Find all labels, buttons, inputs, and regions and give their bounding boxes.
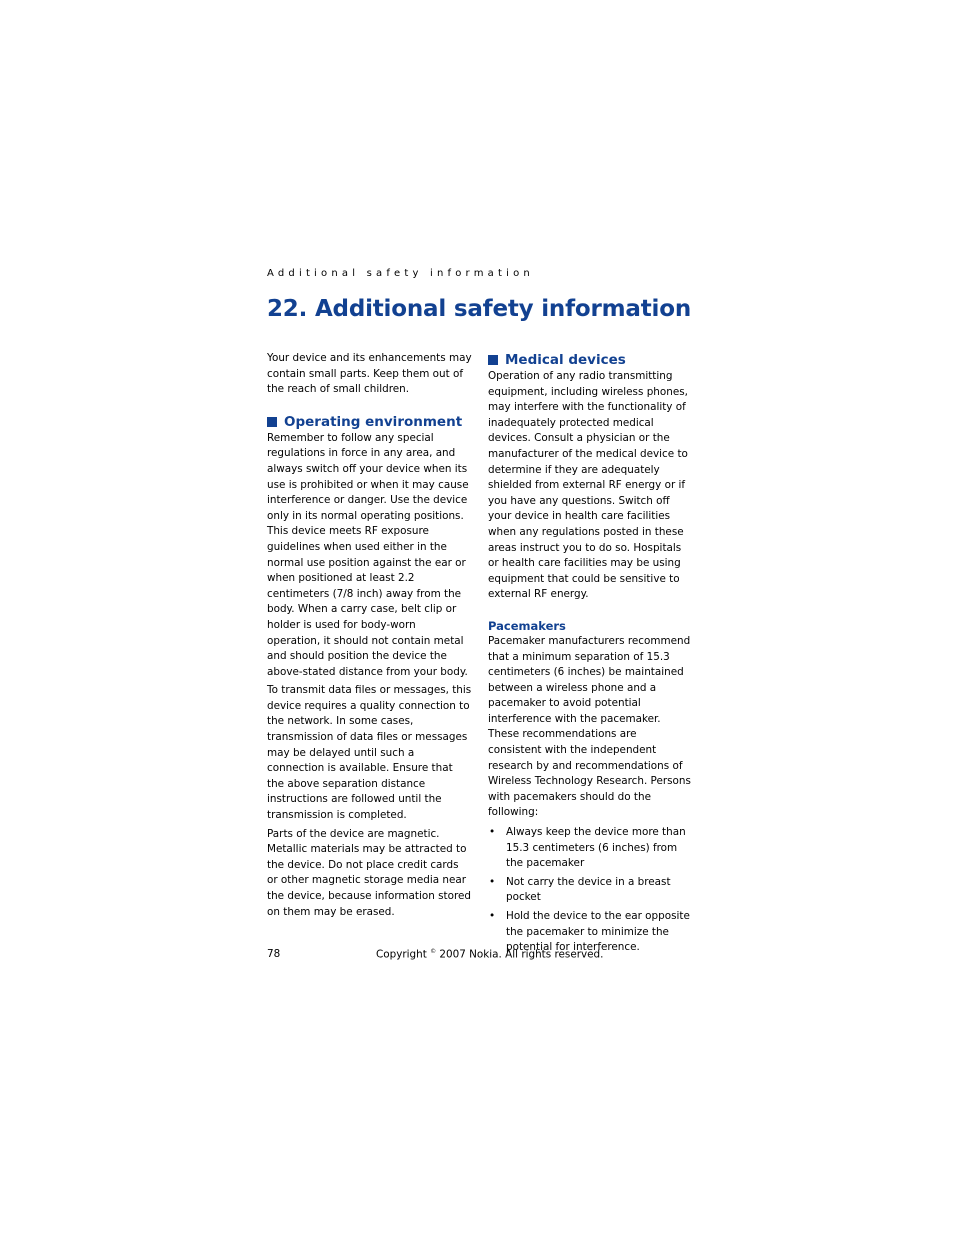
square-bullet-icon <box>267 417 277 427</box>
list-item <box>488 875 693 906</box>
operating-environment-paragraph-3: Parts of the device are magnetic. Metallic materials may be attracted to the device. Do not place credit cards or other magnetic storage media near the device, because information stored on them may be erased. <box>267 827 472 918</box>
copyright-symbol: © <box>430 948 437 955</box>
bullet-icon: • <box>489 910 496 922</box>
chapter-title: 22. Additional safety information <box>267 296 691 322</box>
medical-devices-heading <box>488 351 693 369</box>
list-item-text: Not carry the device in a breast pocket <box>506 875 671 904</box>
operating-environment-heading <box>267 413 472 431</box>
intro-paragraph: Your device and its enhancements may contain small parts. Keep them out of the reach of small children. <box>267 352 472 396</box>
square-bullet-icon <box>488 355 498 365</box>
medical-devices-heading-text: Medical devices <box>505 352 626 368</box>
right-column <box>488 351 693 959</box>
bullet-icon: • <box>489 826 496 839</box>
copyright-prefix: Copyright <box>376 948 427 961</box>
pacemakers-heading: Pacemakers <box>488 618 566 633</box>
list-item-text: Always keep the device more than 15.3 centimeters (6 inches) from the pacemaker <box>506 826 686 870</box>
operating-environment-paragraph-2: To transmit data files or messages, this device requires a quality connection to the network. In some cases, transmission of data files or messages may be delayed until such a connection is available. Ensure that the above separation distance instructions are followed until the transmission is completed. <box>267 684 472 822</box>
bullet-icon: • <box>489 875 496 888</box>
operating-environment-paragraph-1: Remember to follow any special regulations in force in any area, and always switch off your device when its use is prohibited or when it may cause interference or danger. Use the device only in its normal operating positions. This device meets RF exposure guidelines when used either in the normal use position against the ear or when positioned at least 2.2 centimeters (7/8 inch) away from the body. When a carry case, belt clip or holder is used for body-worn operation, it should not contain metal and should position the device the above-stated distance from your body. <box>267 431 469 678</box>
list-item-text: Hold the device to the ear opposite the pacemaker to minimize the potential for interference. <box>506 910 690 954</box>
running-header: Additional safety information <box>267 268 534 279</box>
pacemaker-bullet-list <box>488 825 693 956</box>
left-column <box>267 351 472 923</box>
medical-devices-paragraph: Operation of any radio transmitting equipment, including wireless phones, may interfere with the functionality of inadequately protected medical devices. Consult a physician or the manufacturer of the medical device to determine if they are adequately shielded from external RF energy or if you have any questions. Switch off your device in health care facilities when any regulations posted in these areas instruct you to do so. Hospitals or health care facilities may be using equipment that could be sensitive to external RF energy. <box>488 370 688 601</box>
list-item <box>488 825 693 872</box>
copyright-suffix: 2007 Nokia. All rights reserved. <box>439 948 604 961</box>
copyright-notice <box>376 948 603 960</box>
page-number: 78 <box>267 948 281 960</box>
pacemakers-paragraph: Pacemaker manufacturers recommend that a minimum separation of 15.3 centimeters (6 inches) be maintained between a wireless phone and a pacemaker to avoid potential interference with the pacemaker. These recommendations are consistent with the independent research by and recommendations of Wireless Technology Research. Persons with pacemakers should do the following: <box>488 634 691 819</box>
operating-environment-heading-text: Operating environment <box>284 413 463 430</box>
